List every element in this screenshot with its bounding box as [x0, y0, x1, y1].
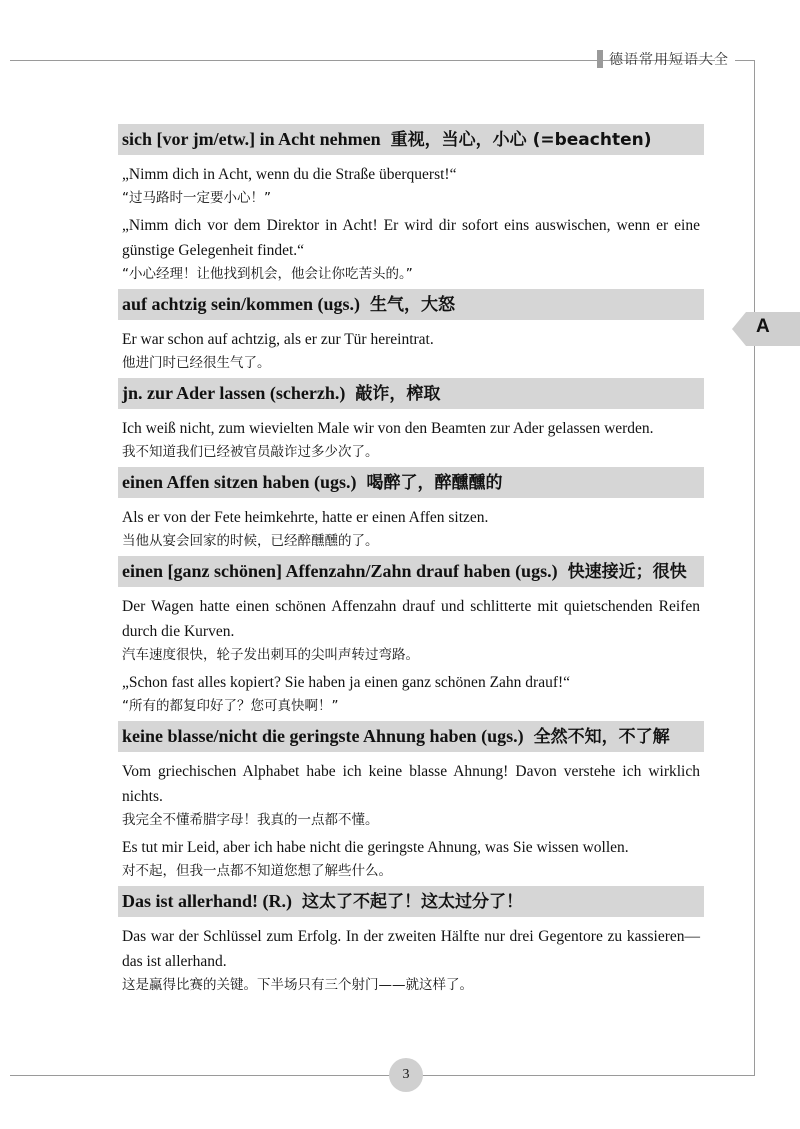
entry-keine-ahnung: [118, 721, 704, 882]
example-german: Vom griechischen Alphabet habe ich keine blasse Ahnung! Davon verstehe ich wirklich nichts.: [122, 763, 700, 805]
thumb-index-letter: A: [756, 316, 770, 337]
running-header-title: 德语常用短语大全: [609, 52, 729, 68]
example-german: Als er von der Fete heimkehrte, hatte er einen Affen sitzen.: [122, 509, 489, 526]
example-chinese: 这是赢得比赛的关键。下半场只有三个射门——就这样了。: [122, 977, 473, 993]
entry-auf-achtzig: [118, 289, 704, 374]
entry-term: sich [vor jm/etw.] in Acht nehmen: [122, 129, 381, 149]
example-german: Der Wagen hatte einen schönen Affenzahn drauf und schlitterte mit quietschenden Reifen durch die Kurven.: [122, 598, 700, 640]
entry-meaning: 敲诈，榨取: [355, 384, 441, 404]
dictionary-entries: [118, 124, 704, 1000]
entry-meaning: 重视，当心，小心 (=beachten): [390, 130, 652, 150]
entry-heading: [118, 289, 704, 320]
example-chinese: “小心经理！让他找到机会，他会让你吃苦头的。”: [122, 266, 413, 282]
entry-term: keine blasse/nicht die geringste Ahnung haben (ugs.): [122, 726, 524, 746]
example-german: Er war schon auf achtzig, als er zur Tür hereintrat.: [122, 331, 434, 348]
entry-term: einen [ganz schönen] Affenzahn/Zahn drauf haben (ugs.): [122, 561, 558, 581]
right-page-border: [754, 60, 755, 1075]
entry-affen-sitzen: [118, 467, 704, 552]
entry-term: einen Affen sitzen haben (ugs.): [122, 472, 357, 492]
footer-rule: [10, 1075, 755, 1076]
entry-zur-ader-lassen: [118, 378, 704, 463]
entry-in-acht-nehmen: [118, 124, 704, 285]
example-german: Ich weiß nicht, zum wievielten Male wir von den Beamten zur Ader gelassen werden.: [122, 420, 654, 437]
entry-heading: [118, 124, 704, 155]
example-german: Das war der Schlüssel zum Erfolg. In der zweiten Hälfte nur drei Gegentore zu kassieren—das ist allerhand.: [122, 928, 700, 970]
example-chinese: 我完全不懂希腊字母！我真的一点都不懂。: [122, 812, 379, 828]
entry-meaning: 喝醉了，醉醺醺的: [366, 473, 503, 493]
entry-heading: [118, 886, 704, 917]
entry-term: auf achtzig sein/kommen (ugs.): [122, 294, 360, 314]
page-number: 3: [389, 1058, 423, 1092]
entry-heading: [118, 378, 704, 409]
example-chinese: 我不知道我们已经被官员敲诈过多少次了。: [122, 444, 379, 460]
entry-meaning: 这太了不起了！这太过分了！: [302, 892, 523, 912]
example-chinese: “过马路时一定要小心！”: [122, 190, 271, 206]
example-german: „Schon fast alles kopiert? Sie haben ja einen ganz schönen Zahn drauf!“: [122, 674, 571, 691]
entry-term: jn. zur Ader lassen (scherzh.): [122, 383, 346, 403]
entry-meaning: 快速接近；很快: [567, 562, 687, 582]
entry-affenzahn: [118, 556, 704, 717]
example-german: Es tut mir Leid, aber ich habe nicht die geringste Ahnung, was Sie wissen wollen.: [122, 839, 629, 856]
header-rule-right: [735, 60, 755, 61]
example-chinese: 他进门时已经很生气了。: [122, 355, 271, 371]
header-marker: [597, 50, 603, 68]
example-chinese: 对不起，但我一点都不知道您想了解些什么。: [122, 863, 392, 879]
entry-meaning: 全然不知，不了解: [533, 727, 670, 747]
example-chinese: “所有的都复印好了？您可真快啊！”: [122, 698, 339, 714]
entry-heading: [118, 721, 704, 752]
example-german: „Nimm dich in Acht, wenn du die Straße überquerst!“: [122, 166, 457, 183]
entry-meaning: 生气，大怒: [370, 295, 455, 315]
entry-term: Das ist allerhand! (R.): [122, 891, 292, 911]
entry-allerhand: [118, 886, 704, 996]
example-chinese: 当他从宴会回家的时候，已经醉醺醺的了。: [122, 533, 379, 549]
example-chinese: 汽车速度很快，轮子发出刺耳的尖叫声转过弯路。: [122, 647, 419, 663]
example-german: „Nimm dich vor dem Direktor in Acht! Er wird dir sofort eins auswischen, wenn er eine günstige Gelegenheit findet.“: [122, 217, 700, 259]
entry-heading: [118, 467, 704, 498]
entry-heading: [118, 556, 704, 587]
